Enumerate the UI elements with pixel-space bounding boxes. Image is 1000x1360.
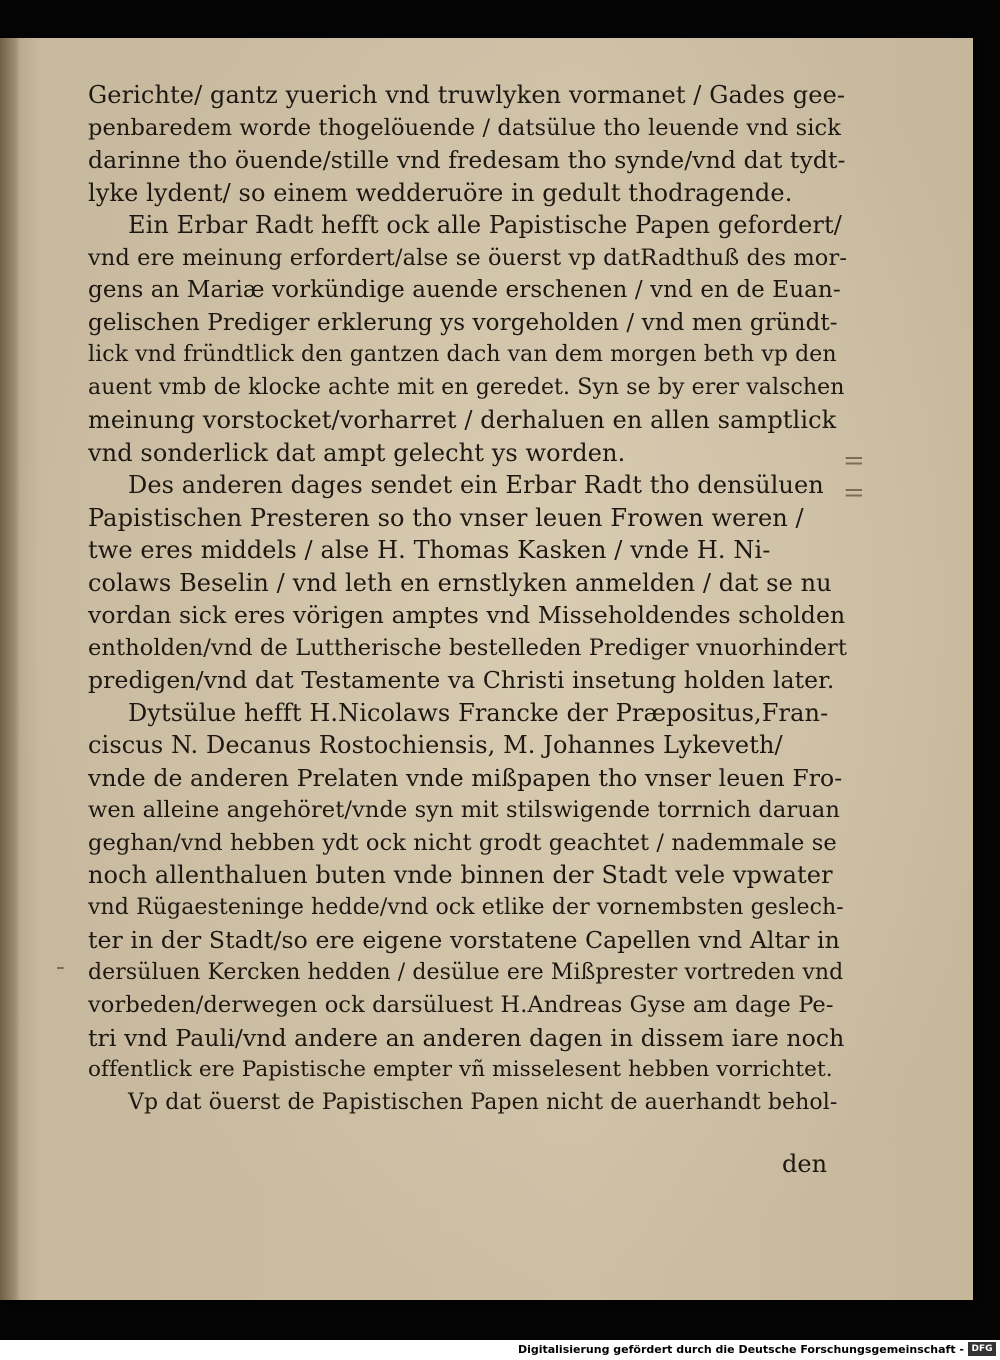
text-line: vorbeden/derwegen ock darsüluest H.Andreas Gyse am dage Pe-: [88, 992, 834, 1018]
text-line: lick vnd fründtlick den gantzen dach van dem morgen beth vp den: [88, 342, 837, 367]
text-line: geghan/vnd hebben ydt ock nicht grodt geachtet / nademmale se: [88, 829, 837, 856]
text-line: vnd Rügaesteninge hedde/vnd ock etlike der vornembsten geslech-: [88, 894, 844, 920]
text-line: Gerichte/ gantz yuerich vnd truwlyken vormanet / Gades gee-: [88, 81, 846, 109]
text-line: vnde de anderen Prelaten vnde mißpapen tho vnser leuen Fro-: [88, 763, 843, 792]
text-line: wen alleine angehöret/vnde syn mit stilswigende torrnich daruan: [88, 797, 840, 823]
margin-mark: -: [56, 952, 65, 982]
page-spine-shadow: [0, 38, 20, 1300]
paragraph-start-line: Dytsülue hefft H.Nicolaws Francke der Præpositus,Fran-: [128, 698, 829, 727]
paragraph-start-line: Vp dat öuerst de Papistischen Papen nicht de auerhandt behol-: [128, 1089, 838, 1115]
paragraph-start-line: Des anderen dages sendet ein Erbar Radt tho densüluen: [128, 471, 824, 499]
footer-credit: Digitalisierung gefördert durch die Deutsche Forschungsgemeinschaft -: [517, 1343, 964, 1356]
text-line: noch allenthaluen buten vnde binnen der Stadt vele vpwater: [88, 861, 833, 889]
text-line: gens an Mariæ vorkündige auende erschenen / vnd en de Euan-: [88, 277, 841, 303]
text-block: [88, 79, 848, 1119]
dfg-logo: DFG: [968, 1342, 996, 1356]
text-line: entholden/vnd de Luttherische bestelleden Prediger vnuorhindert: [88, 634, 847, 661]
catchword: den: [782, 1150, 828, 1178]
text-line: Papistischen Presteren so tho vnser leuen Frowen weren /: [88, 503, 804, 532]
book-page: [0, 38, 973, 1300]
text-line: lyke lydent/ so einem wedderuöre in gedult thodragende.: [88, 178, 793, 207]
text-line: ciscus N. Decanus Rostochiensis, M. Johannes Lykeveth/: [88, 731, 783, 759]
text-line: tri vnd Pauli/vnd andere an anderen dagen in dissem iare noch: [88, 1023, 845, 1052]
text-line: darinne tho öuende/stille vnd fredesam tho synde/vnd dat tydt-: [88, 146, 846, 174]
text-line: twe eres middels / alse H. Thomas Kasken / vnde H. Ni-: [88, 536, 771, 564]
text-line: vnd ere meinung erfordert/alse se öuerst vp datRadthuß des mor-: [88, 244, 848, 271]
text-line: ter in der Stadt/so ere eigene vorstatene Capellen vnd Altar in: [88, 926, 840, 954]
margin-mark: =: [843, 446, 865, 476]
text-line: auent vmb de klocke achte mit en geredet. Syn se by erer valschen: [88, 374, 845, 400]
footer-bar: [0, 1340, 1000, 1360]
text-line: predigen/vnd dat Testamente va Christi insetung holden later.: [88, 666, 835, 694]
text-line: penbaredem worde thogelöuende / datsülue tho leuende vnd sick: [88, 114, 841, 141]
text-line: colaws Beselin / vnd leth en ernstlyken anmelden / dat se nu: [88, 568, 832, 597]
text-line: dersüluen Kercken hedden / desülue ere Mißprester vortreden vnd: [88, 959, 844, 985]
text-line: vordan sick eres vörigen amptes vnd Misseholdendes scholden: [88, 601, 846, 629]
paragraph-start-line: Ein Erbar Radt hefft ock alle Papistische Papen gefordert/: [128, 211, 842, 239]
text-line: meinung vorstocket/vorharret / derhaluen en allen samptlick: [88, 406, 837, 434]
text-line: offentlick ere Papistische empter vñ misselesent hebben vorrichtet.: [88, 1057, 833, 1082]
text-line: vnd sonderlick dat ampt gelecht ys worden.: [88, 438, 626, 467]
margin-mark: =: [843, 478, 865, 508]
text-line: gelischen Prediger erklerung ys vorgeholden / vnd men gründt-: [88, 309, 838, 336]
